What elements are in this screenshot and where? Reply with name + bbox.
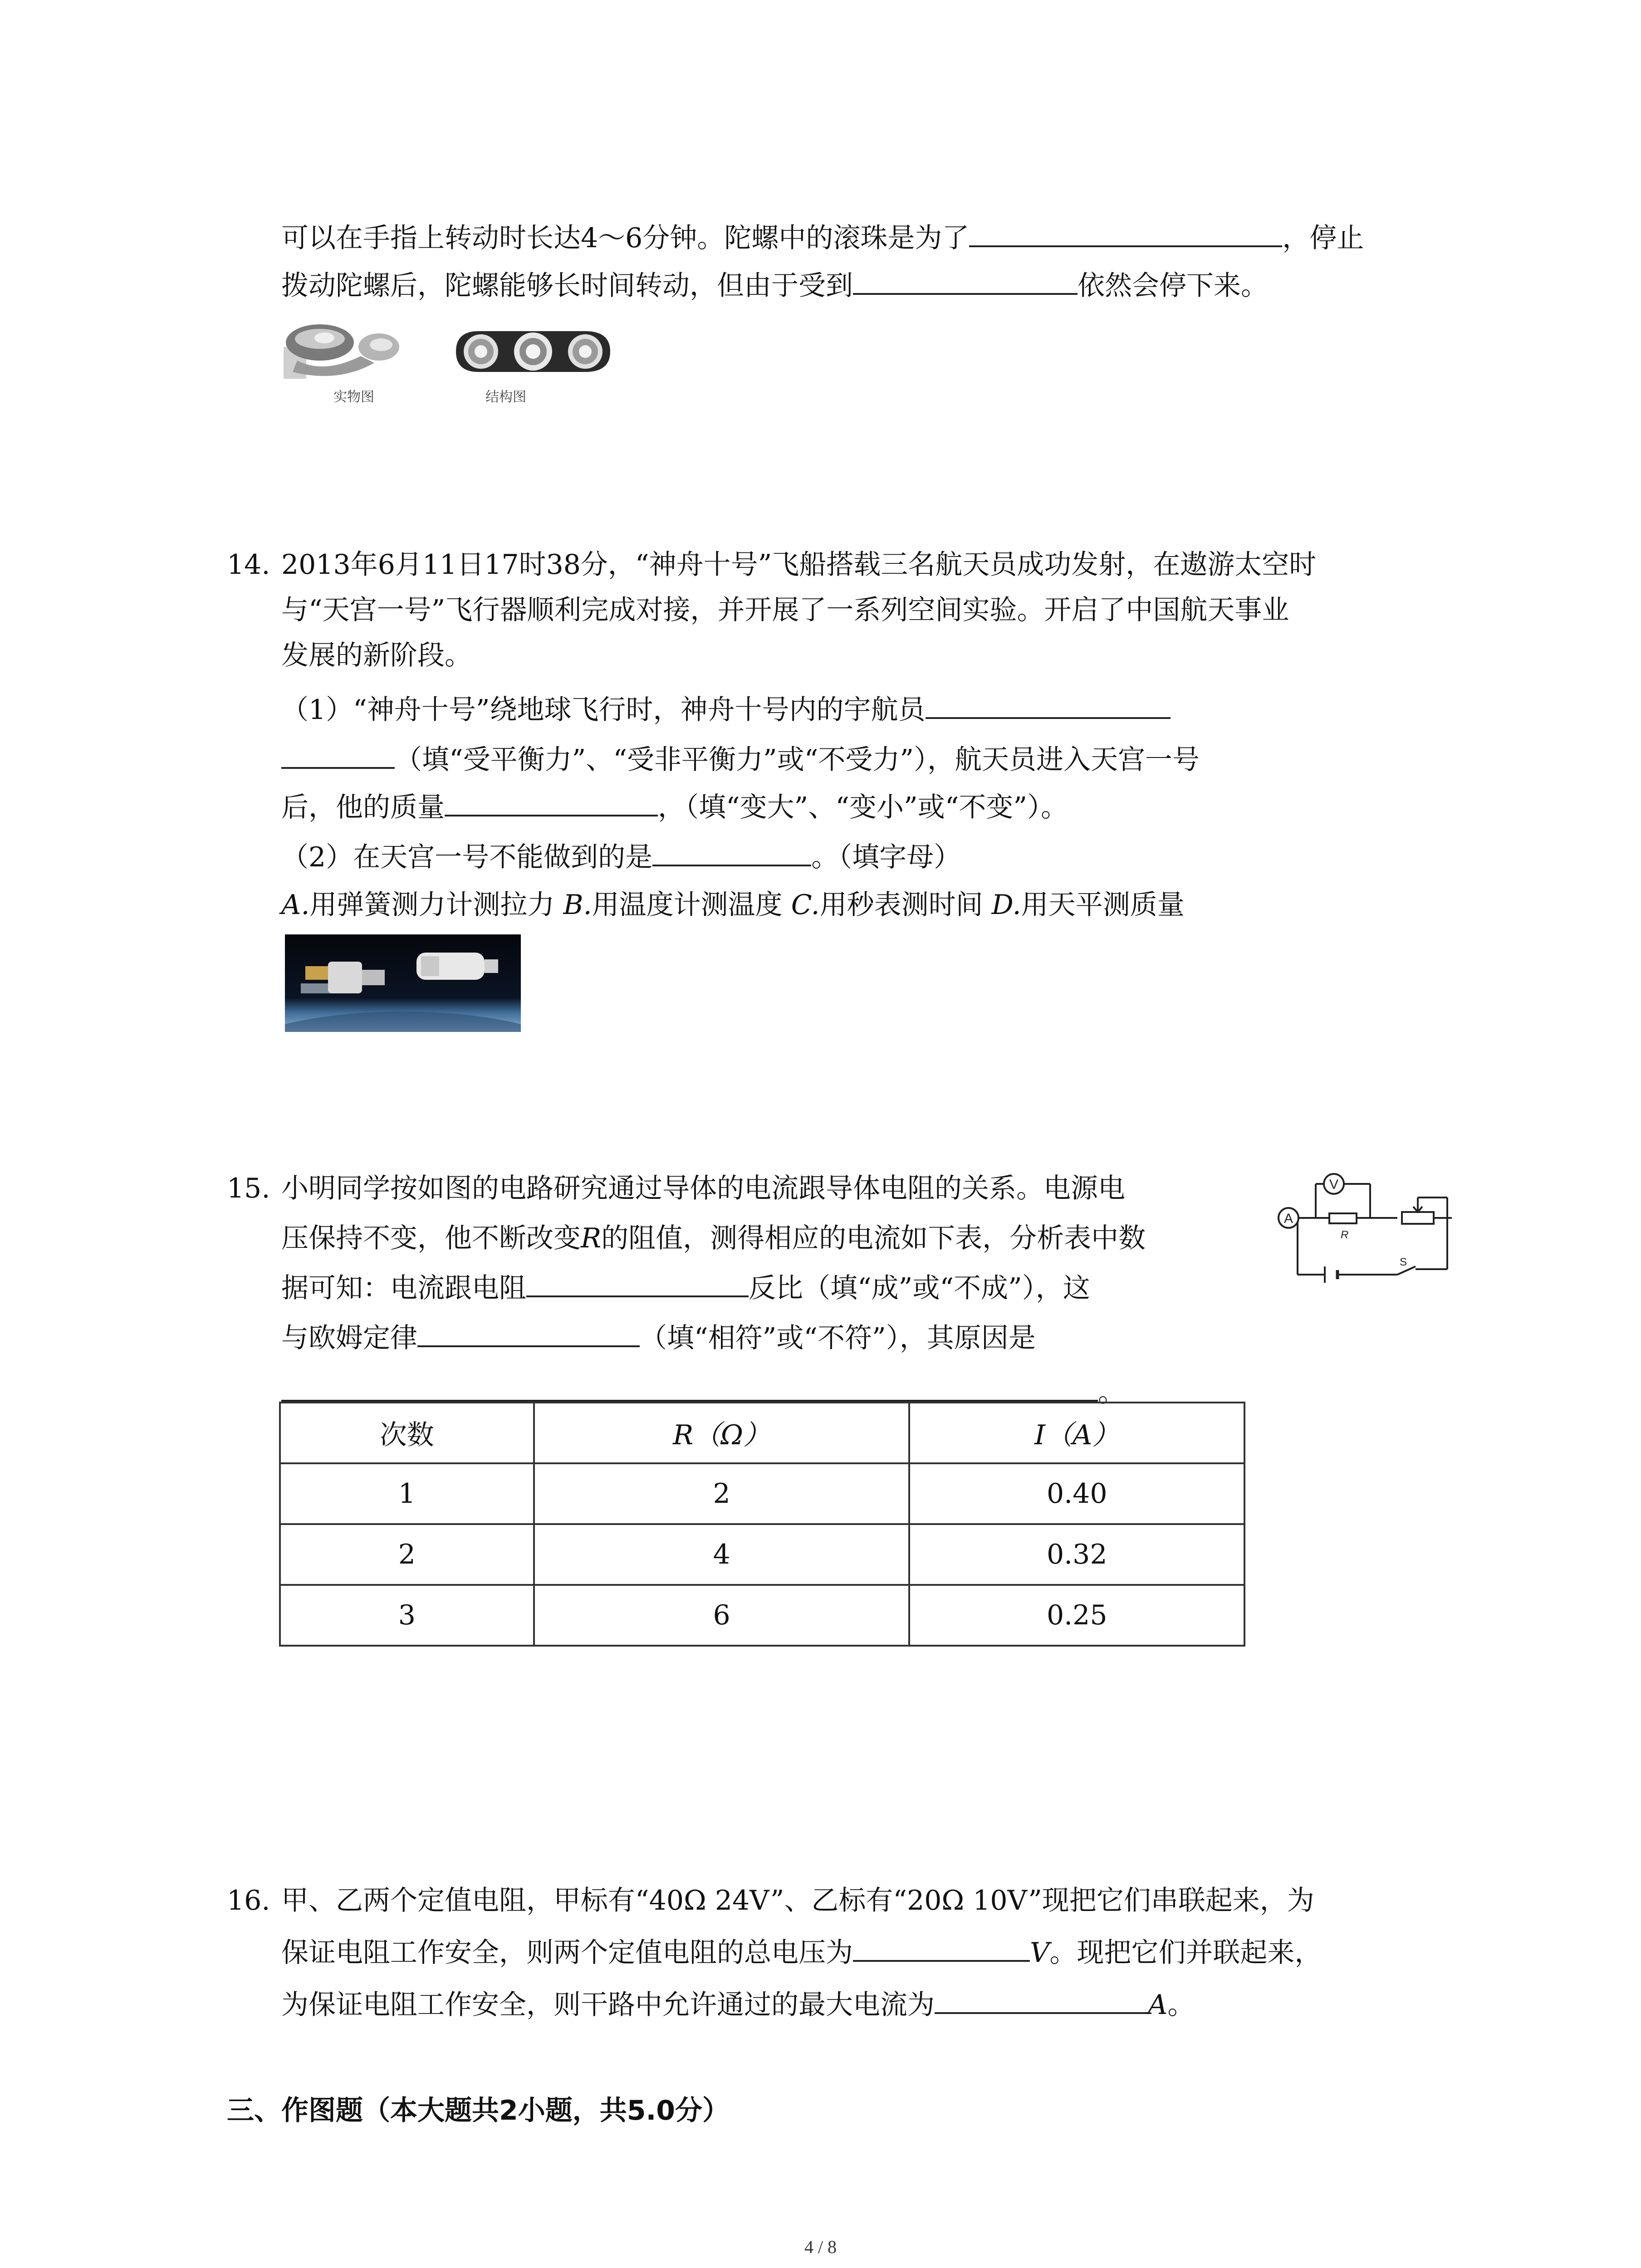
q15-blank-3[interactable] <box>281 1374 1098 1402</box>
q14-blank-2[interactable] <box>445 789 658 816</box>
q14-part1-line-1: （1）“神舟十号”绕地球飞行时，神舟十号内的宇航员 <box>281 692 1171 728</box>
q14-part1-line-2: （填“受平衡力”、“受非平衡力”或“不受力”），航天员进入天宫一号 <box>281 742 1200 778</box>
table-cell: 2 <box>534 1463 910 1524</box>
q16-line-1: 甲、乙两个定值电阻，甲标有“40Ω 24V”、乙标有“20Ω 10V”现把它们串联起来，为 <box>281 1885 1314 1916</box>
q16-blank-2[interactable] <box>935 1987 1148 2014</box>
q16-line-3: 为保证电阻工作安全，则干路中允许通过的最大电流为 A。 <box>281 1987 1195 2023</box>
table-cell: 2 <box>280 1524 534 1585</box>
table-cell: 3 <box>280 1585 534 1646</box>
table-row <box>280 1585 1244 1646</box>
table-header-cell: 次数 <box>280 1403 534 1463</box>
q16-number: 16. <box>227 1885 270 1916</box>
q15-line-3: 据可知：电流跟电阻 反比（填“成”或“不成”），这 <box>281 1270 1090 1306</box>
q15-line-4: 与欧姆定律 （填“相符”或“不符”），其原因是 <box>281 1320 1036 1356</box>
resistor-label: R <box>1341 1229 1349 1241</box>
resistance-current-table <box>279 1402 1245 1647</box>
q14-blank-1-cont[interactable] <box>281 742 395 769</box>
section-3-heading: 三、作图题（本大题共2小题，共5.0分） <box>227 2095 730 2126</box>
q14-line-2: 与“天宫一号”飞行器顺利完成对接，并开展了一系列空间实验。开启了中国航天事业 <box>281 594 1289 626</box>
q14-line-1: 2013年6月11日17时38分，“神舟十号”飞船搭载三名航天员成功发射，在遨游太空时 <box>281 549 1317 581</box>
table-header-row <box>280 1403 1244 1463</box>
table-cell: 1 <box>280 1463 534 1524</box>
q14-options: A.用弹簧测力计测拉力 B.用温度计测温度 C.用秒表测时间 D.用天平测质量 <box>281 889 1185 921</box>
page-number: 4 / 8 <box>804 2237 837 2257</box>
table-row <box>280 1463 1244 1524</box>
switch-label: S <box>1400 1256 1407 1268</box>
q13-line-2: 拨动陀螺后，陀螺能够长时间转动，但由于受到 依然会停下来。 <box>281 268 1268 304</box>
table-cell: 0.40 <box>909 1463 1244 1524</box>
q15-blank-2[interactable] <box>417 1320 640 1347</box>
caption-photo: 实物图 <box>333 390 374 405</box>
q14-blank-1[interactable] <box>926 692 1171 719</box>
table-cell: 4 <box>534 1524 910 1585</box>
caption-structure: 结构图 <box>485 390 526 405</box>
circuit-diagram <box>1261 1161 1461 1288</box>
q15-number: 15. <box>227 1173 270 1204</box>
q16-blank-1[interactable] <box>853 1935 1030 1962</box>
table-header-cell: R（Ω） <box>534 1403 910 1463</box>
table-header-cell: I（A） <box>909 1403 1244 1463</box>
spacecraft-image <box>285 934 521 1032</box>
q13-blank-2[interactable] <box>853 268 1078 295</box>
q14-part2: （2）在天宫一号不能做到的是 。（填字母） <box>281 839 961 875</box>
table-cell: 6 <box>534 1585 910 1646</box>
q14-part1-line-3: 后，他的质量 ，（填“变大”、“变小”或“不变”）。 <box>281 789 1068 826</box>
q15-line-5: 。 <box>281 1374 1125 1411</box>
spinner-structure-image <box>454 322 612 381</box>
q14-line-3: 发展的新阶段。 <box>281 640 472 671</box>
spinner-photo-image <box>284 320 406 379</box>
q14-blank-3[interactable] <box>652 839 811 866</box>
q15-line-2: 压保持不变，他不断改变R的阻值，测得相应的电流如下表，分析表中数 <box>281 1222 1146 1254</box>
q16-line-2: 保证电阻工作安全，则两个定值电阻的总电压为 V。现把它们并联起来， <box>281 1935 1322 1971</box>
table-cell: 0.32 <box>909 1524 1244 1585</box>
q15-blank-1[interactable] <box>526 1270 749 1297</box>
q13-line-1: 可以在手指上转动时长达4～6分钟。陀螺中的滚珠是为了 ，停止 <box>281 220 1364 256</box>
q15-line-1: 小明同学按如图的电路研究通过导体的电流跟导体电阻的关系。电源电 <box>281 1173 1125 1204</box>
table-cell: 0.25 <box>909 1585 1244 1646</box>
voltmeter-label: V <box>1329 1177 1339 1192</box>
q13-blank-1[interactable] <box>969 220 1282 247</box>
q14-number: 14. <box>227 549 270 581</box>
ammeter-label: A <box>1283 1211 1293 1226</box>
table-row <box>280 1524 1244 1585</box>
